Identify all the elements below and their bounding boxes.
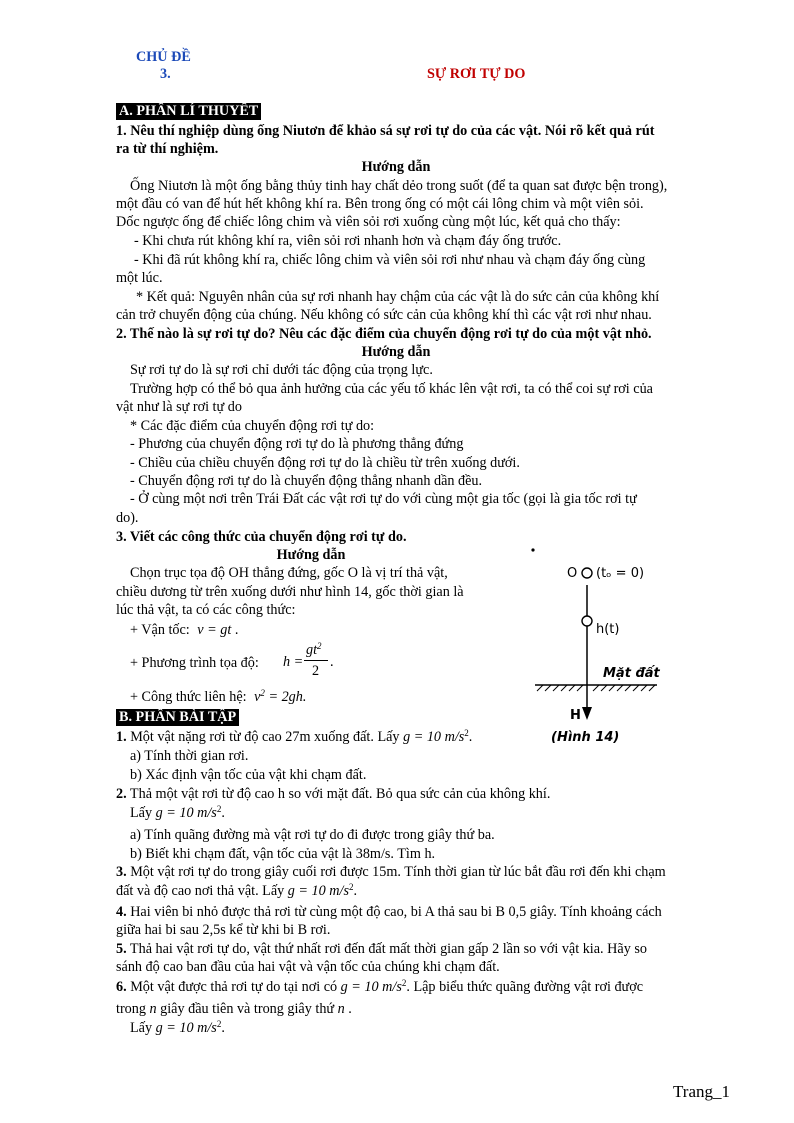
problem-2b: b) Biết khi chạm đất, vận tốc của vật là 38m/s. Tìm h. xyxy=(130,846,436,862)
question-3: 3. Viết các công thức của chuyển động rơi tự do. xyxy=(116,529,407,545)
guide-heading-2: Hướng dẫn xyxy=(361,344,431,360)
h-axis-label: H xyxy=(570,708,581,723)
fraction-bar xyxy=(304,660,328,661)
problem-5-line-1: 5. Thả hai vật rơi tự do, vật thứ nhất rơi đến đất mất thời gian gấp 2 lần so với vật kia. Hãy so xyxy=(116,941,647,957)
ground-hatching xyxy=(537,685,655,691)
answer-2-line: - Chiều của chiều chuyển động rơi tự do là chiều từ trên xuống dưới. xyxy=(130,455,520,471)
question-1-line-1: 1. Nêu thí nghiệp dùng ống Niutơn để khảo sá sự rơi tự do của các vật. Nói rõ kết quả rút xyxy=(116,123,655,139)
answer-2-line: vật như là sự rơi tự do xyxy=(116,399,242,415)
origin-point xyxy=(582,568,592,578)
formula-velocity-expr: v = gt xyxy=(197,622,232,638)
answer-1-line: - Khi đã rút không khí ra, chiếc lông chim và viên sỏi rơi như nhau và chạm đáy ống cùng xyxy=(134,252,646,268)
formula-velocity-label: + Vận tốc: xyxy=(130,622,190,638)
section-b-heading: B. PHẦN BÀI TẬP xyxy=(116,709,239,726)
answer-2-line: * Các đặc điểm của chuyển động rơi tự do: xyxy=(130,418,375,434)
answer-2-line: Trường hợp có thể bỏ qua ảnh hưởng của các yếu tố khác lên vật rơi, ta có thể coi sự rơi của xyxy=(130,381,653,397)
answer-1-line: Dốc ngược ống để chiếc lông chim và viên sỏi rơi xuống cùng một lúc, kết quả cho thấy: xyxy=(116,214,621,230)
problem-1: 1. Một vật nặng rơi từ độ cao 27m xuống đất. Lấy g = 10 $m/s^2$. xyxy=(116,728,473,745)
problem-4-line-2: giữa hai bi sau 2,5s kể từ khi bi B rơi. xyxy=(116,922,331,938)
answer-3-line: Chọn trục tọa độ OH thẳng đứng, gốc O là vị trí thả vật, xyxy=(130,565,448,581)
formula-velocity: + Vận tốc: v = gt . xyxy=(130,622,239,638)
answer-2-line: do). xyxy=(116,510,139,526)
answer-3-line: lúc thả vật, ta có các công thức: xyxy=(116,602,296,618)
topic-number: 3. xyxy=(160,66,171,82)
formula-relation xyxy=(130,688,306,706)
problem-4-line-1: 4. Hai viên bi nhỏ được thả rơi từ cùng một độ cao, bi A thả sau bi B 0,5 giây. Tính khoảng cách xyxy=(116,904,662,920)
answer-1-line: - Khi chưa rút không khí ra, viên sỏi rơi nhanh hơn và chạm đáy ống trước. xyxy=(134,233,562,249)
section-a-heading: A. PHẦN LÍ THUYẾT xyxy=(116,103,261,120)
question-1-line-2: ra từ thí nghiệm. xyxy=(116,141,219,157)
arrow-down-icon xyxy=(582,707,592,720)
answer-3-line: chiều dương từ trên xuống dưới như hình 14, gốc thời gian là xyxy=(116,584,464,600)
answer-2-line: - Phương của chuyển động rơi tự do là phương thẳng đứng xyxy=(130,436,464,452)
question-2: 2. Thế nào là sự rơi tự do? Nêu các đặc điểm của chuyển động rơi tự do của một vật nhỏ. xyxy=(116,326,652,342)
figure-caption: (Hình 14) xyxy=(551,730,620,745)
formula-relation-label: + Công thức liên hệ: xyxy=(130,689,247,705)
formula-position-numerator: $gt^2$ xyxy=(306,641,322,658)
problem-1b: b) Xác định vận tốc của vật khi chạm đất. xyxy=(130,767,367,783)
answer-1-line: * Kết quả: Nguyên nhân của sự rơi nhanh hay chậm của các vật là do sức cản của không khí xyxy=(136,289,660,305)
answer-1-line: Ống Niutơn là một ống bằng thủy tinh hay chất dẻo trong suốt (để ta quan sat được bện trong), xyxy=(130,178,668,194)
answer-2-line: - Chuyển động rơi tự do là chuyển động thẳng nhanh dần đều. xyxy=(130,473,483,489)
problem-2-take: Lấy g = 10 $m/s^2$. xyxy=(130,804,225,821)
ground-label: Mặt đất xyxy=(603,666,660,681)
formula-relation-expr: $v^2 = 2gh$. xyxy=(254,688,307,705)
problem-1a: a) Tính thời gian rơi. xyxy=(130,748,249,764)
problem-3-line-2: đất và độ cao nơi thả vật. Lấy g = 10 $m/s^2$. xyxy=(116,882,358,899)
formula-position-label: + Phương trình tọa độ: xyxy=(130,655,259,671)
page-number: Trang_1 xyxy=(673,1082,730,1101)
formula-position-period: . xyxy=(330,654,334,670)
answer-1-line: một lúc. xyxy=(116,270,163,286)
problem-2: 2. Thả một vật rơi từ độ cao h so với mặt đất. Bỏ qua sức cản của không khí. xyxy=(116,786,551,802)
problem-6-take: Lấy g = 10 $m/s^2$. xyxy=(130,1019,225,1036)
problem-6-line-1: 6. Một vật được thả rơi tự do tại nơi có g = 10 $m/s^2$. Lập biểu thức quãng đường vật rơi được xyxy=(116,978,644,995)
problem-3-line-1: 3. Một vật rơi tự do trong giây cuối rơi được 15m. Tính thời gian từ lúc bắt đầu rơi đến khi chạm xyxy=(116,864,666,880)
guide-heading-3: Hướng dẫn xyxy=(276,547,346,563)
formula-position-lhs: h = xyxy=(283,654,304,670)
answer-1-line: một đầu có van để hút hết không khí ra. Bên trong ống có một cái lông chim và một viên sỏi. xyxy=(116,196,644,212)
answer-2-line: - Ở cùng một nơi trên Trái Đất các vật rơi tự do với cùng một gia tốc (gọi là gia tốc rơi tự xyxy=(130,491,637,507)
guide-heading-1: Hướng dẫn xyxy=(361,159,431,175)
object-point xyxy=(582,616,592,626)
problem-5-line-2: sánh độ cao ban đầu của hai vật và vận tốc của chúng khi chạm đất. xyxy=(116,959,500,975)
problem-6-line-2: trong n giây đầu tiên và trong giây thứ n . xyxy=(116,1001,352,1017)
t0-label: (tₒ = 0) xyxy=(596,566,645,581)
page-title: SỰ RƠI TỰ DO xyxy=(427,66,526,82)
topic-label: CHỦ ĐỀ xyxy=(136,49,191,65)
answer-2-line: Sự rơi tự do là sự rơi chỉ dưới tác động của trọng lực. xyxy=(130,362,433,378)
origin-label: O xyxy=(567,566,578,581)
dot-marker xyxy=(531,548,534,551)
formula-position-denominator: 2 xyxy=(312,663,320,679)
problem-2a: a) Tính quãng đường mà vật rơi tự do đi được trong giây thứ ba. xyxy=(130,827,495,843)
ht-label: h(t) xyxy=(596,622,620,637)
answer-1-line: cản trở chuyển động của chúng. Nếu không có sức cản của không khí thì các vật rơi như nhau. xyxy=(116,307,652,323)
